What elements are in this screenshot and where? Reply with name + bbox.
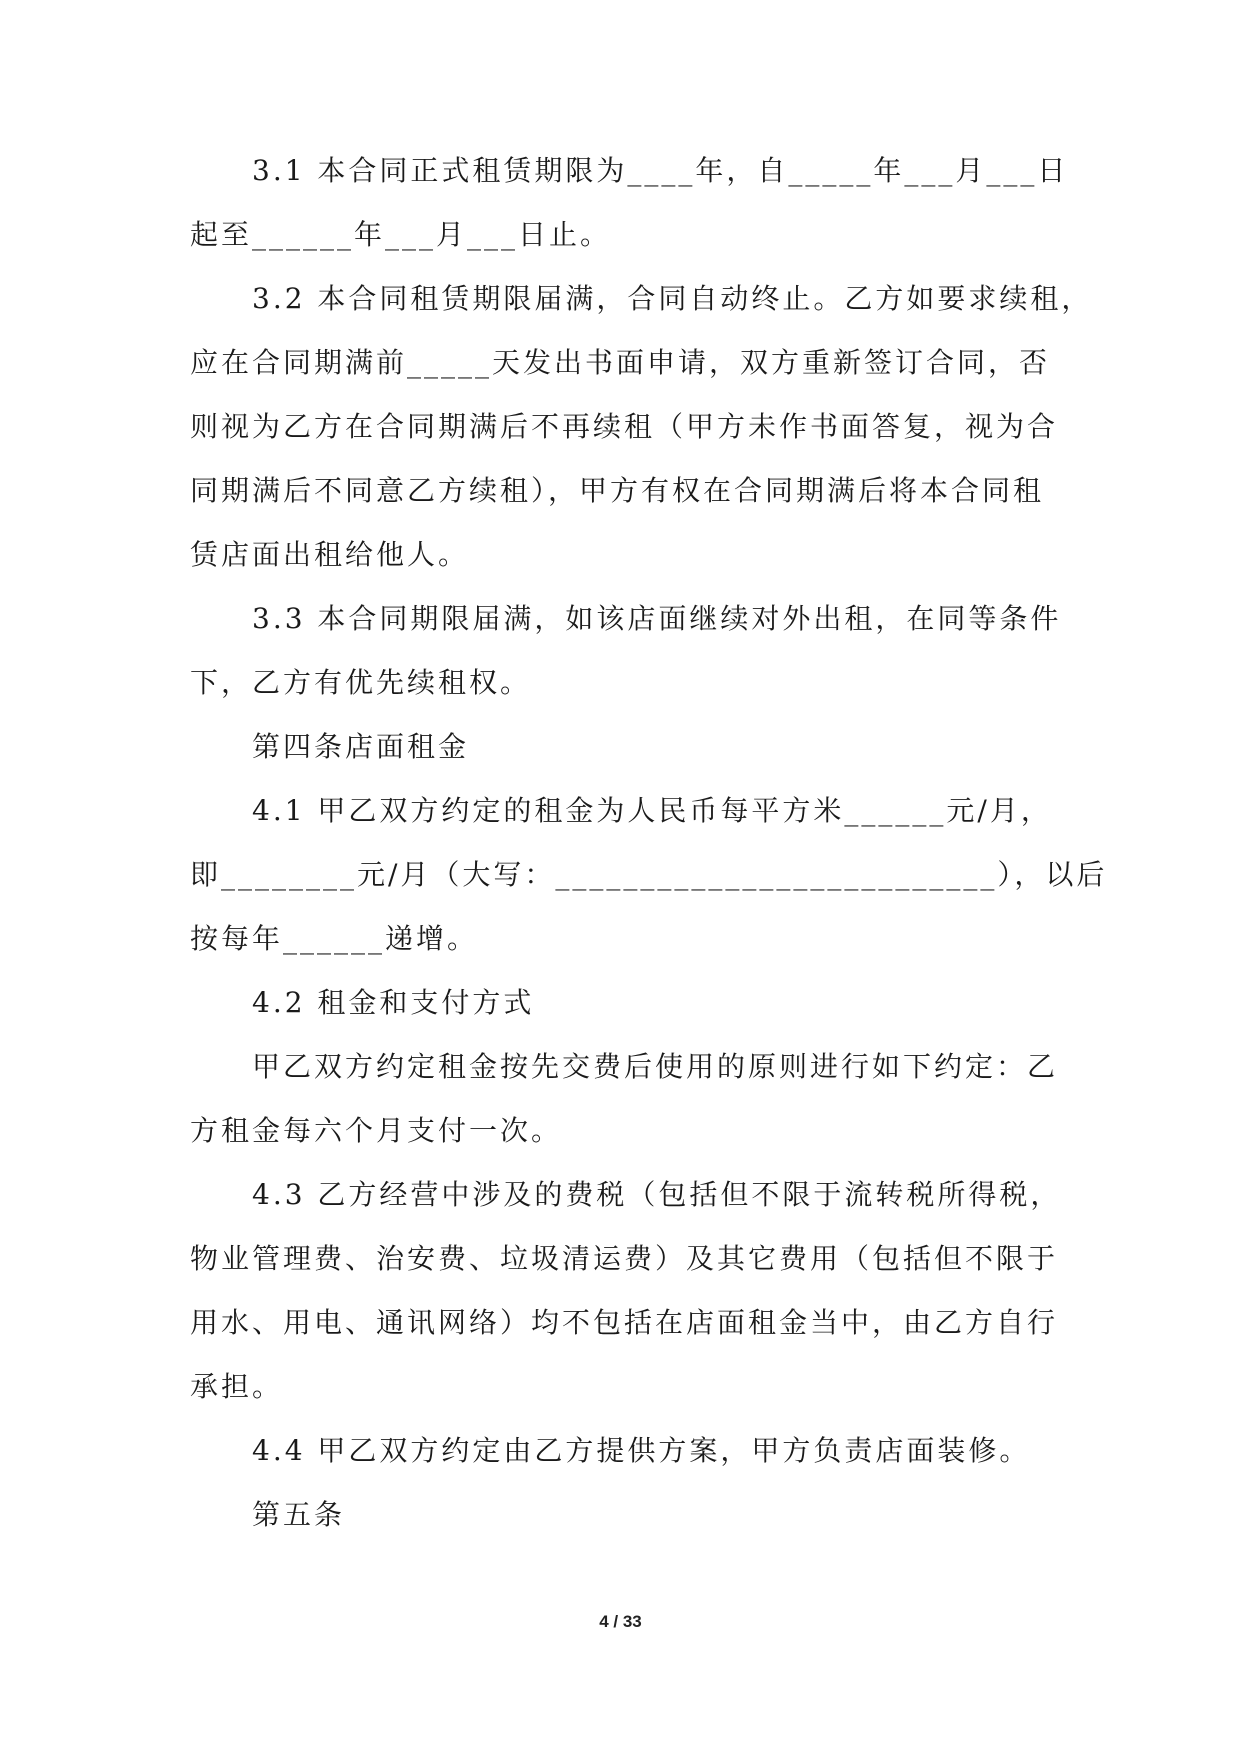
clause-3-3-line-1: 3.3 本合同期限届满，如该店面继续对外出租，在同等条件 (252, 602, 1062, 635)
clause-3-2-line-1: 3.2 本合同租赁期限届满，合同自动终止。乙方如要求续租， (252, 282, 1093, 315)
clause-3-2-line-4: 同期满后不同意乙方续租），甲方有权在合同期满后将本合同租 (190, 474, 1045, 507)
clause-4-2-line-2: 方租金每六个月支付一次。 (190, 1114, 563, 1147)
page-number: 4 / 33 (599, 1612, 642, 1631)
clause-3-1-line-2: 起至______年___月___日止。 (190, 218, 612, 251)
clause-4-2-heading: 4.2 租金和支付方式 (252, 986, 535, 1019)
clause-4-3-line-4: 承担。 (190, 1370, 284, 1403)
clause-4-1-line-2: 即________元/月（大写：__________________________），以后 (190, 858, 1108, 891)
clause-4-3-line-1: 4.3 乙方经营中涉及的费税（包括但不限于流转税所得税， (252, 1178, 1062, 1211)
clause-4-1-line-3: 按每年______递增。 (190, 922, 479, 955)
clause-4-1-line-1: 4.1 甲乙双方约定的租金为人民币每平方米______元/月， (252, 794, 1052, 827)
clause-4-2-line-1: 甲乙双方约定租金按先交费后使用的原则进行如下约定：乙 (252, 1050, 1059, 1083)
clause-3-2-line-5: 赁店面出租给他人。 (190, 538, 470, 571)
article-4-heading: 第四条店面租金 (252, 730, 470, 763)
clause-3-2-line-3: 则视为乙方在合同期满后不再续租（甲方未作书面答复，视为合 (190, 410, 1059, 443)
clause-4-3-line-2: 物业管理费、治安费、垃圾清运费）及其它费用（包括但不限于 (190, 1242, 1059, 1275)
clause-4-4-line-1: 4.4 甲乙双方约定由乙方提供方案，甲方负责店面装修。 (252, 1434, 1031, 1467)
article-5-heading: 第五条 (252, 1498, 346, 1531)
clause-3-2-line-2: 应在合同期满前_____天发出书面申请，双方重新签订合同，否 (190, 346, 1051, 379)
document-body (190, 154, 1108, 1563)
clause-3-3-line-2: 下，乙方有优先续租权。 (190, 666, 532, 699)
clause-4-3-line-3: 用水、用电、通讯网络）均不包括在店面租金当中，由乙方自行 (190, 1306, 1059, 1339)
clause-3-1-line-1: 3.1 本合同正式租赁期限为____年，自_____年___月___日 (252, 154, 1069, 187)
